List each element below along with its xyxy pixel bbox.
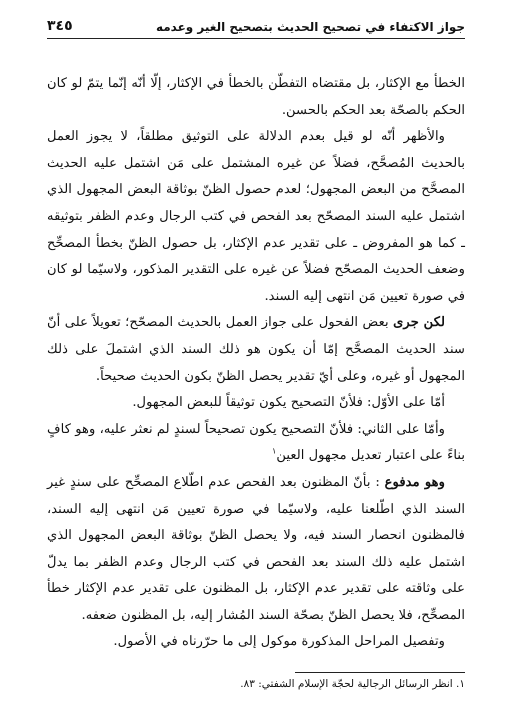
paragraph-text: أمّا على الأوّل: فلأنّ التصحيح يكون توثيقاً للبعض المجهول. — [132, 395, 445, 411]
header-title: جواز الاكتفاء في تصحيح الحديث بتصحيح الغير وعدمه — [155, 20, 465, 34]
body-text — [47, 71, 465, 656]
paragraph-3 — [47, 310, 465, 390]
paragraph-text: بعض الفحول على جواز العمل بالحديث المصحّح؛ تعويلاً على أنّ سند الحديث المصحَّح إمّا أن يكون هو ذلك السند الذي اشتملَ على ذلك المجهول أو غيره، وعلى أيّ تقدير يحصل الظنّ بكون الحديث صحيحاً. — [47, 315, 465, 384]
paragraph-5 — [47, 417, 465, 470]
paragraph-text: وأمّا على الثاني: فلأنّ التصحيح يكون تصحيحاً لسندٍ لم نعثر عليه، وهو كافٍ بناءً على اعتبار تعديل مجهول العين — [47, 421, 465, 464]
paragraph-lead: لكن جرى — [393, 315, 446, 331]
paragraph-text: الخطأ مع الإكثار، بل مقتضاه التفطّن بالخطأ في الإكثار، إلّا أنّه إنّما يتمّ لو كان الحكم بالصحّة بعد الحكم بالحسن. — [47, 76, 465, 118]
paragraph-4 — [47, 390, 465, 417]
footnote: ١. انظر الرسائل الرجالية لحجّة الإسلام الشفتي: ٨٣. — [240, 678, 465, 690]
paragraph-6 — [47, 470, 465, 630]
paragraph-2 — [47, 124, 465, 310]
paragraph-text: : بأنّ المظنون بعد الفحص عدم اطّلاع المصحِّح على سندٍ غير السند الذي اطّلعنا عليه، ولاسيّما في صورة تعيين مَن انتهى إليه السند، فالمظنون انحصار السند فيه، ولا يحصل الظنّ بوثاقة البعض المجهول الذي اشتمل عليه ذلك السند بعد الفحص في كتب الرجال وعدم الظفر بما يدلّ على وثاقته على تقدير عدم الإكثار، بل المظنون على تقدير عدم الإكثار خطأ المصحِّح، فلا يحصل الظنّ بصحّة السند المُشار إليه، بل المظنون ضعفه. — [47, 474, 465, 623]
paragraph-lead: وهو مدفوع — [384, 474, 446, 490]
running-header — [47, 18, 465, 39]
footnote-divider — [295, 672, 465, 673]
paragraph-text: وتفصيل المراحل المذكورة موكول إلى ما حرّرناه في الأصول. — [113, 634, 445, 650]
page-number: ٣٤٥ — [47, 18, 73, 34]
paragraph-text: والأظهر أنّه لو قيل بعدم الدلالة على التوثيق مطلقاً، لا يجوز العمل بالحديث المُصحَّح، فضلاً عن غيره المشتمل على مَن اشتمل عليه الحديث المصحَّح من البعض المجهول؛ لعدم حصول الظنّ بوثاقة البعض المجهول الذي اشتمل عليه السند المصحّح بعد الفحص في كتب الرجال وعدم الظفر بتوثيقه ـ كما هو المفروض ـ على تقدير عدم الإكثار، بل حصول الظنّ بخطأ المصحِّح وضعف الحديث المصحّح فضلاً عن غيره على التقدير المذكور، ولاسيّما لو كان في صورة تعيين مَن انتهى إليه السند. — [47, 129, 465, 304]
paragraph-7 — [47, 629, 465, 656]
paragraph-1 — [47, 71, 465, 124]
footnote-reference: ١ — [272, 446, 277, 456]
